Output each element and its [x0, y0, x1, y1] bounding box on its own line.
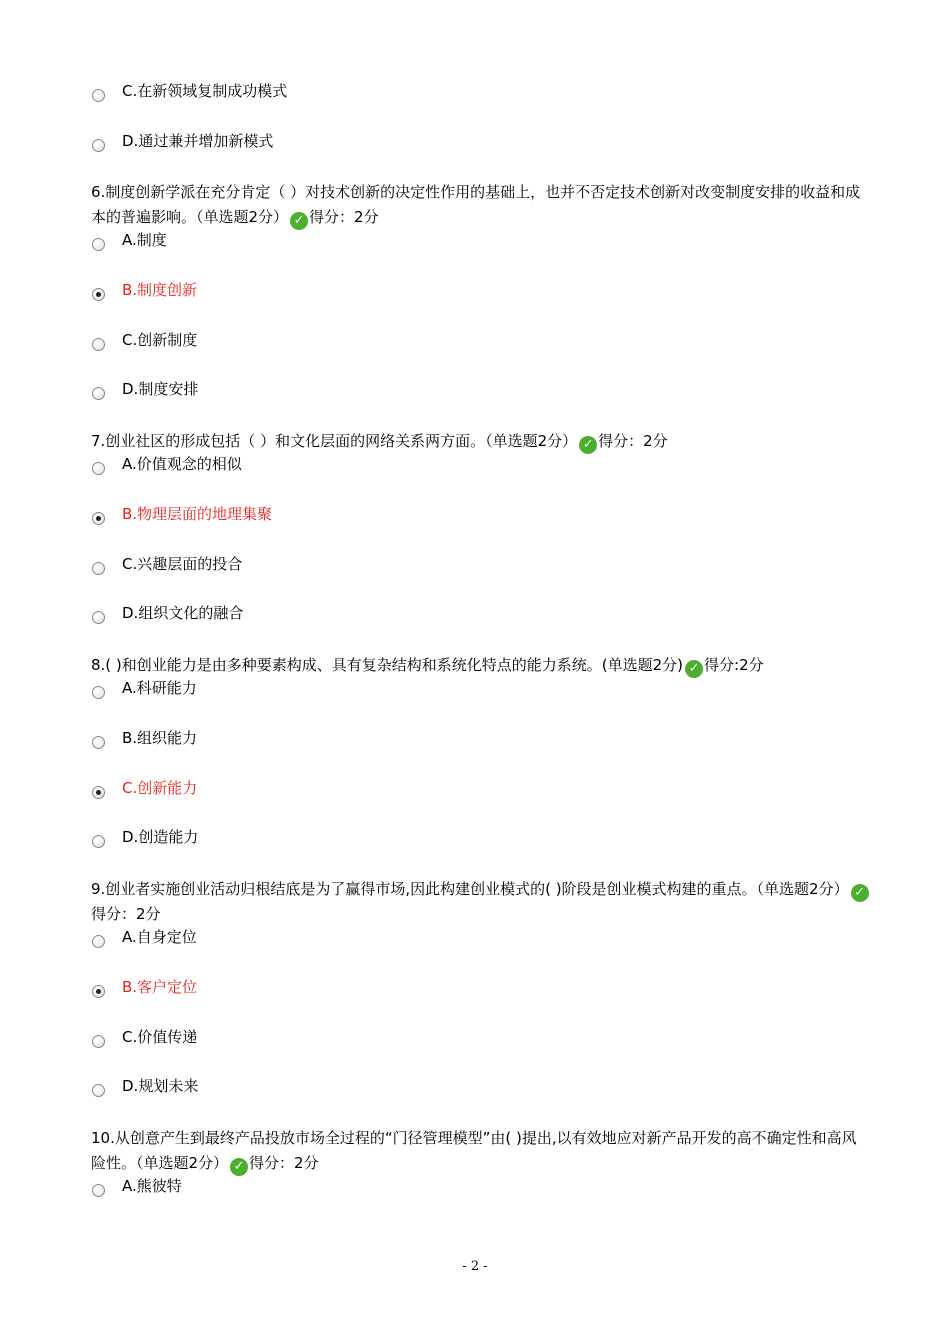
option-label: C.创新能力 — [122, 779, 198, 797]
radio-button-selected[interactable] — [92, 985, 105, 998]
radio-button[interactable] — [92, 387, 105, 400]
option-label: A.价值观念的相似 — [122, 455, 242, 473]
radio-button[interactable] — [92, 338, 105, 351]
option-q9-d[interactable] — [92, 1077, 198, 1101]
option-q6-a[interactable] — [92, 231, 167, 255]
question-8-stem — [91, 653, 871, 678]
option-q8-b[interactable] — [92, 729, 197, 753]
radio-button[interactable] — [92, 686, 105, 699]
check-circle-icon: ✓ — [685, 660, 703, 678]
question-text: 8.( )和创业能力是由多种要素构成、具有复杂结构和系统化特点的能力系统。(单选题2分) — [91, 656, 684, 674]
check-circle-icon: ✓ — [579, 436, 597, 454]
option-label: D.创造能力 — [122, 828, 199, 846]
option-label: C.创新制度 — [122, 331, 198, 349]
option-label: A.熊彼特 — [122, 1177, 182, 1195]
radio-button[interactable] — [92, 611, 105, 624]
question-score: 得分：2分 — [598, 432, 668, 450]
question-text: 10.从创意产生到最终产品投放市场全过程的“门径管理模型”由( )提出,以有效地应对新产品开发的高不确定性和高风险性。（单选题2分） — [91, 1129, 857, 1172]
question-score: 得分：2分 — [309, 208, 379, 226]
check-circle-icon: ✓ — [851, 884, 869, 902]
option-q9-a[interactable] — [92, 928, 197, 952]
option-label: A.制度 — [122, 231, 167, 249]
option-label: A.科研能力 — [122, 679, 197, 697]
radio-button-selected[interactable] — [92, 512, 105, 525]
check-circle-icon: ✓ — [290, 212, 308, 230]
option-label: C.在新领域复制成功模式 — [122, 82, 288, 100]
radio-button[interactable] — [92, 1184, 105, 1197]
option-q5-c[interactable] — [92, 82, 287, 106]
question-text: 7.创业社区的形成包括（ ）和文化层面的网络关系两方面。（单选题2分） — [91, 432, 578, 450]
question-score: 得分：2分 — [91, 905, 161, 923]
radio-button[interactable] — [92, 835, 105, 848]
page-number: - 2 - — [462, 1259, 488, 1274]
option-q5-d[interactable] — [92, 132, 273, 156]
radio-button[interactable] — [92, 139, 105, 152]
question-score: 得分：2分 — [249, 1154, 319, 1172]
question-score: 得分:2分 — [704, 656, 764, 674]
radio-button[interactable] — [92, 89, 105, 102]
option-label: D.规划未来 — [122, 1077, 199, 1095]
option-q6-c[interactable] — [92, 331, 197, 355]
option-q8-c[interactable] — [92, 779, 197, 803]
radio-button[interactable] — [92, 238, 105, 251]
radio-button[interactable] — [92, 1035, 105, 1048]
question-text: 6.制度创新学派在充分肯定（ ）对技术创新的决定性作用的基础上，也并不否定技术创新对改变制度安排的收益和成本的普遍影响。（单选题2分） — [91, 183, 861, 226]
question-text: 9.创业者实施创业活动归根结底是为了赢得市场,因此构建创业模式的( )阶段是创业模式构建的重点。（单选题2分） — [91, 880, 849, 898]
option-label: D.制度安排 — [122, 380, 199, 398]
option-q7-d[interactable] — [92, 604, 243, 628]
question-6-stem — [91, 180, 871, 230]
option-q9-c[interactable] — [92, 1028, 197, 1052]
option-label: B.客户定位 — [122, 978, 198, 996]
radio-button[interactable] — [92, 1084, 105, 1097]
option-q6-b[interactable] — [92, 281, 197, 305]
radio-button[interactable] — [92, 935, 105, 948]
option-q8-d[interactable] — [92, 828, 198, 852]
radio-button[interactable] — [92, 562, 105, 575]
option-q7-c[interactable] — [92, 555, 242, 579]
option-label: D.通过兼并增加新模式 — [122, 132, 274, 150]
option-q7-a[interactable] — [92, 455, 242, 479]
option-label: D.组织文化的融合 — [122, 604, 244, 622]
option-q7-b[interactable] — [92, 505, 272, 529]
option-label: C.价值传递 — [122, 1028, 198, 1046]
option-q6-d[interactable] — [92, 380, 198, 404]
question-9-stem — [91, 877, 871, 927]
radio-button[interactable] — [92, 736, 105, 749]
option-q9-b[interactable] — [92, 978, 197, 1002]
question-7-stem — [91, 429, 871, 454]
option-label: B.物理层面的地理集聚 — [122, 505, 273, 523]
option-q10-a[interactable] — [92, 1177, 182, 1201]
question-10-stem — [91, 1126, 871, 1176]
radio-button-selected[interactable] — [92, 786, 105, 799]
radio-button[interactable] — [92, 462, 105, 475]
radio-button-selected[interactable] — [92, 288, 105, 301]
check-circle-icon: ✓ — [230, 1158, 248, 1176]
option-label: B.组织能力 — [122, 729, 198, 747]
option-label: C.兴趣层面的投合 — [122, 555, 243, 573]
option-label: B.制度创新 — [122, 281, 198, 299]
option-q8-a[interactable] — [92, 679, 197, 703]
option-label: A.自身定位 — [122, 928, 197, 946]
